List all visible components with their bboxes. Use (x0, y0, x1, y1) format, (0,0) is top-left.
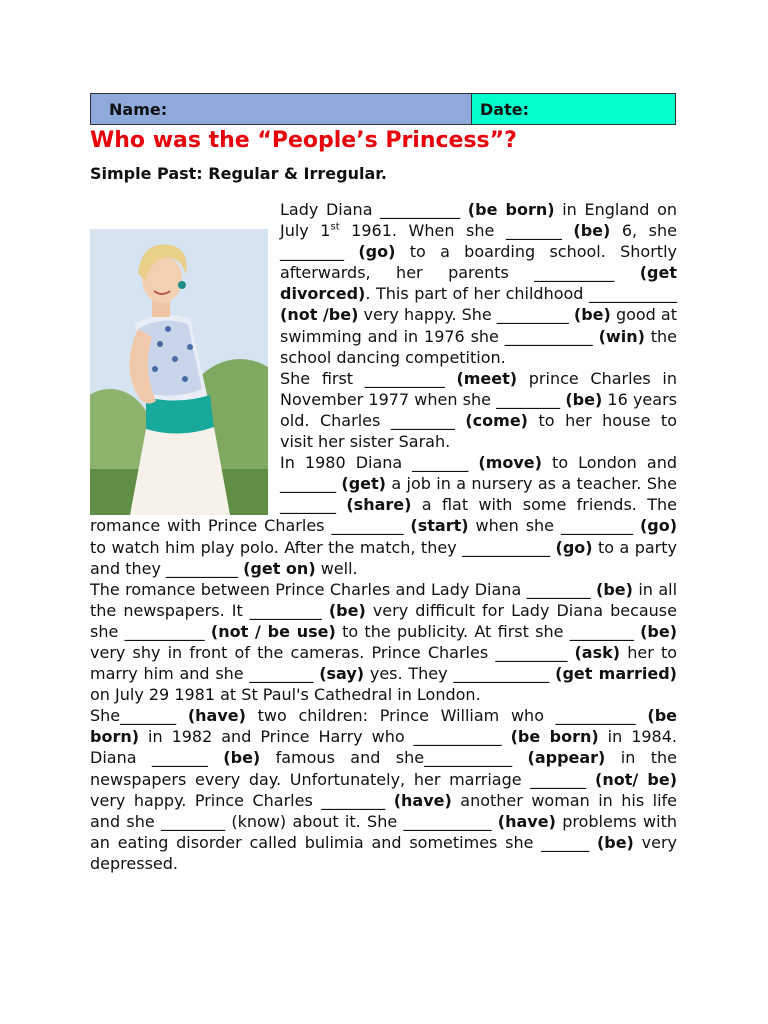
verb-hint: (get divorced) (280, 263, 677, 304)
text-run: in 1984. Diana _______ (90, 727, 677, 768)
text-run: the school dancing competition. (280, 326, 677, 367)
text-run: to a boarding school. Shortly afterwards, her parents __________ (280, 242, 677, 283)
verb-hint: (win) (598, 326, 645, 346)
story-paragraph (90, 705, 677, 874)
text-run: in 1982 and Prince Harry who ___________ (139, 727, 511, 747)
name-date-table (90, 93, 676, 125)
text-run: another woman in his life and she ________ (know) about it. She ___________ (90, 790, 678, 831)
verb-hint: (be) (328, 600, 366, 620)
verb-hint: (get married) (555, 664, 677, 684)
text-run: In 1980 Diana _______ (280, 453, 479, 473)
text-run: Lady Diana __________ (280, 200, 468, 219)
verb-hint: (be born) (510, 727, 599, 747)
text-run: She_______ (90, 706, 188, 726)
verb-hint: (be) (640, 621, 678, 641)
text-run: a job in a nursery as a teacher. She _______ (280, 474, 677, 515)
text-run: in the newspapers every day. Unfortunately, her marriage _______ (90, 748, 677, 789)
verb-hint: (be) (596, 832, 634, 852)
text-run: 16 years old. Charles ________ (280, 389, 677, 430)
princess-diana-photo (90, 229, 268, 515)
text-run: in England on July 1 (280, 200, 677, 241)
text-run: The romance between Prince Charles and Lady Diana ________ (90, 579, 597, 599)
text-run: problems with an eating disorder called bulimia and sometimes she ______ (90, 811, 677, 852)
verb-hint: (get) (341, 474, 386, 494)
text-run: 6, she ________ (280, 221, 678, 262)
text-run: 1961. When she _______ (339, 221, 574, 241)
verb-hint: (be) (565, 389, 603, 409)
name-cell[interactable] (91, 94, 472, 124)
text-run: well. (315, 558, 358, 578)
text-run: to a party and they _________ (90, 537, 678, 578)
verb-hint: (go) (639, 516, 678, 536)
text-run: prince Charles in November 1977 when she ________ (280, 368, 677, 409)
verb-hint: (have) (187, 706, 246, 726)
verb-hint: (get on) (243, 558, 316, 578)
verb-hint: (start) (410, 516, 469, 536)
verb-hint: (appear) (527, 748, 606, 768)
text-run: very difficult for Lady Diana because she __________ (90, 600, 677, 641)
text-run: yes. They ____________ (364, 664, 556, 684)
verb-hint: (be) (573, 221, 611, 241)
date-label: Date: (480, 99, 529, 119)
verb-hint: (move) (478, 453, 542, 473)
verb-hint: (meet) (456, 368, 518, 388)
verb-hint: (be) (573, 305, 611, 325)
text-run: to the publicity. At first she ________ (335, 621, 641, 641)
text-run: when she _________ (468, 516, 640, 536)
verb-hint: (go) (555, 537, 593, 557)
verb-hint: (be) (596, 579, 633, 599)
text-run: good at swimming and in 1976 she ___________ (280, 305, 678, 346)
verb-hint: (be born) (90, 706, 677, 747)
text-run: very shy in front of the cameras. Prince Charles _________ (90, 642, 575, 662)
text-run: two children: Prince William who __________ (245, 706, 648, 726)
verb-hint: (say) (319, 664, 365, 684)
worksheet-title: Who was the “People’s Princess”? (90, 128, 517, 153)
exercise-text (90, 199, 677, 874)
verb-hint: (have) (393, 790, 452, 810)
verb-hint: (be) (223, 748, 261, 768)
story-paragraph (90, 579, 677, 706)
name-label: Name: (109, 99, 168, 119)
verb-hint: (ask) (574, 642, 621, 662)
text-run: very happy. She _________ (358, 305, 574, 325)
verb-hint: (be born) (467, 200, 555, 219)
portrait-illustration (90, 229, 268, 515)
text-run: very happy. Prince Charles ________ (90, 790, 394, 810)
text-run: her to marry him and she ________ (90, 642, 678, 684)
text-run: to watch him play polo. After the match, they ___________ (90, 537, 556, 557)
text-run: to London and _______ (280, 453, 677, 494)
verb-hint: (not / be use) (210, 621, 336, 641)
text-run: . This part of her childhood ___________ (365, 284, 677, 304)
text-run: She first __________ (280, 368, 457, 388)
text-run: famous and she___________ (260, 748, 528, 768)
verb-hint: (go) (358, 242, 396, 262)
text-run: on July 29 1981 at St Paul's Cathedral in London. (90, 685, 481, 705)
date-cell[interactable] (472, 94, 675, 124)
verb-hint: (come) (465, 410, 528, 430)
worksheet-subtitle: Simple Past: Regular & Irregular. (90, 164, 387, 183)
text-run: to her house to visit her sister Sarah. (280, 410, 677, 452)
verb-hint: (share) (346, 495, 412, 515)
verb-hint: (have) (497, 811, 556, 831)
verb-hint: (not /be) (280, 305, 359, 325)
text-run: a flat with some friends. The romance with Prince Charles _________ (90, 495, 677, 536)
ordinal-suffix: st (330, 221, 340, 233)
verb-hint: (not/ be) (595, 769, 678, 789)
text-run: very depressed. (90, 832, 677, 873)
text-run: in all the newspapers. It _________ (90, 579, 678, 620)
